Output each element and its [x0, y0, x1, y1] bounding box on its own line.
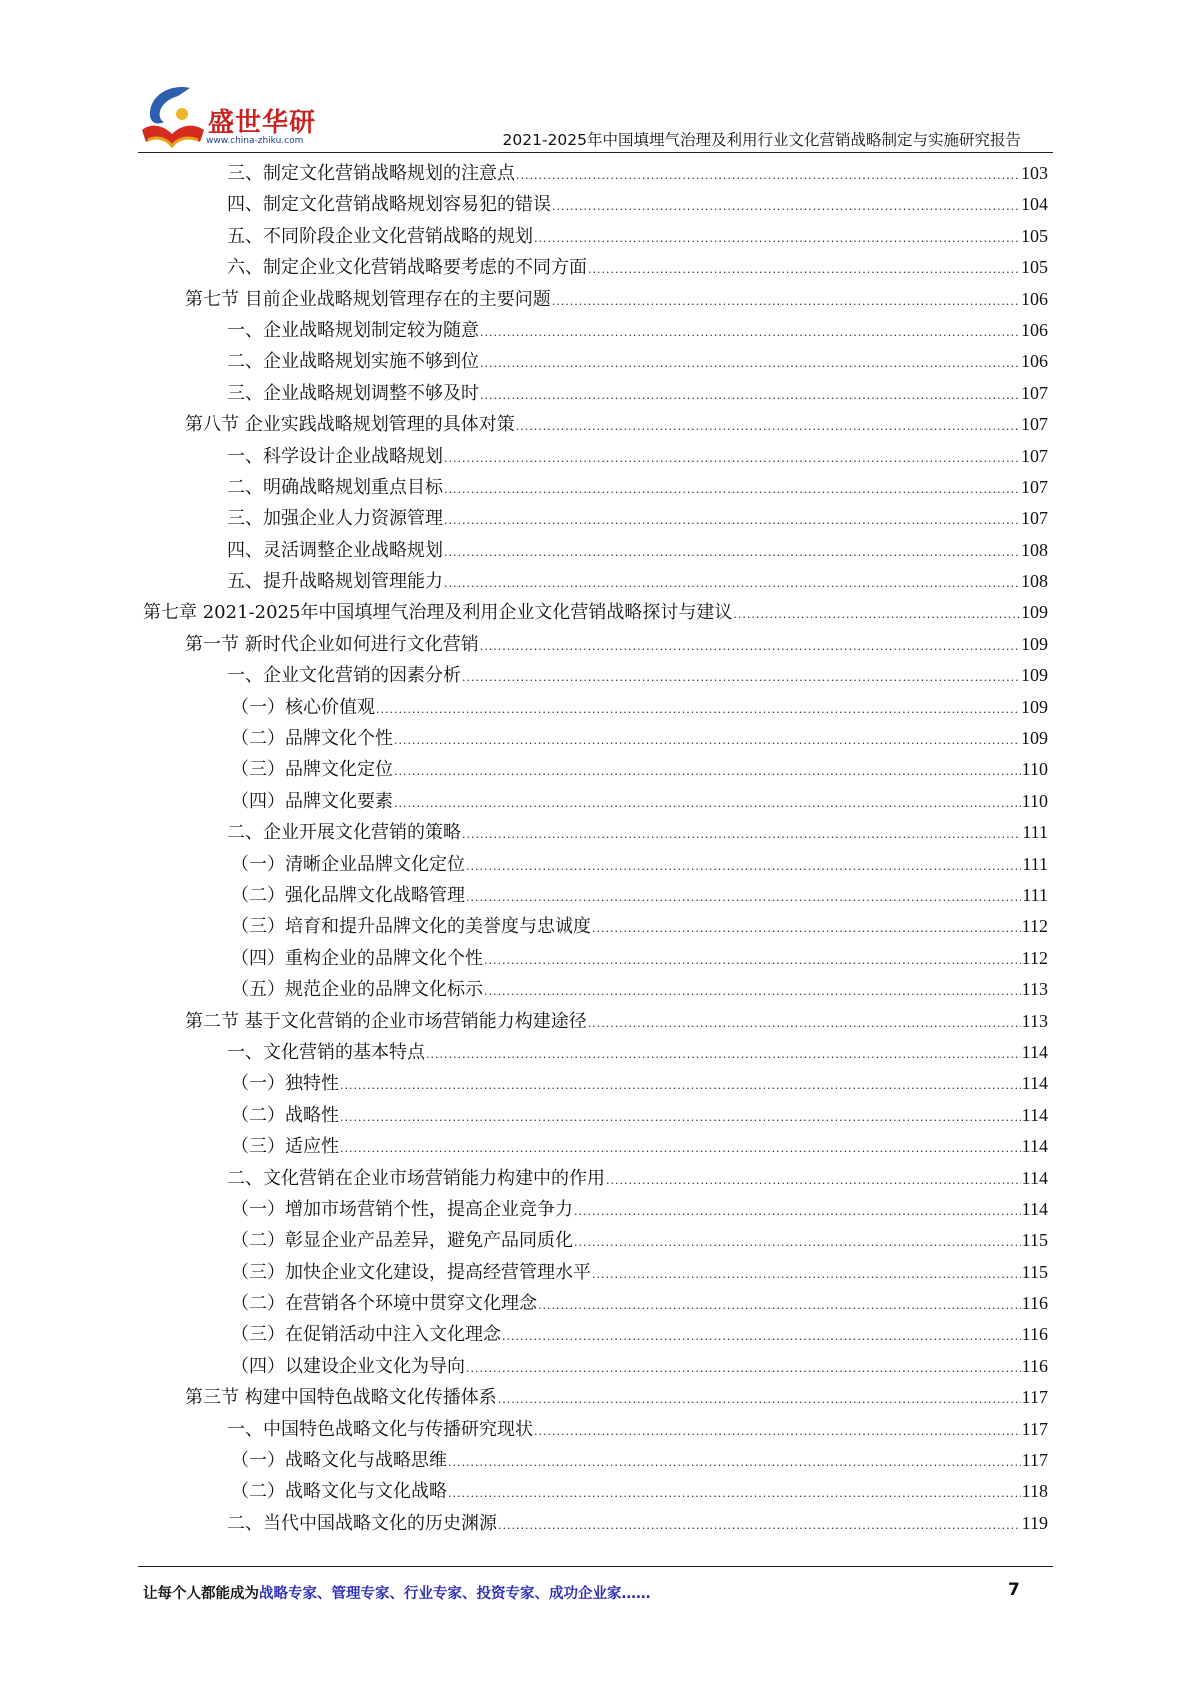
toc-entry[interactable] — [143, 1194, 1048, 1225]
footer-slogan-highlight: 战略专家、管理专家、行业专家、投资专家、成功企业家…… — [259, 1586, 651, 1602]
toc-entry-page: 107 — [1021, 476, 1048, 497]
toc-entry[interactable] — [143, 660, 1048, 691]
toc-entry-page: 107 — [1021, 508, 1048, 529]
toc-dot-leader — [498, 1384, 1021, 1415]
toc-entry[interactable] — [143, 158, 1048, 189]
toc-entry[interactable] — [143, 315, 1048, 346]
toc-dot-leader — [462, 819, 1021, 850]
toc-dot-leader — [498, 1510, 1021, 1541]
toc-entry[interactable] — [143, 692, 1048, 723]
toc-entry-page: 106 — [1021, 351, 1048, 372]
toc-entry-title: （二）战略性 — [231, 1104, 339, 1126]
toc-dot-leader — [484, 945, 1021, 976]
toc-entry[interactable] — [143, 723, 1048, 754]
toc-entry-page: 114 — [1021, 1167, 1048, 1188]
toc-entry-title: 一、文化营销的基本特点 — [227, 1041, 425, 1063]
toc-entry-page: 108 — [1021, 539, 1048, 560]
toc-entry-page: 116 — [1021, 1355, 1048, 1376]
toc-dot-leader — [394, 725, 1020, 756]
toc-dot-leader — [484, 976, 1021, 1007]
toc-entry-title: （三）品牌文化定位 — [231, 759, 393, 781]
toc-entry-title: （五）规范企业的品牌文化标示 — [231, 979, 483, 1001]
toc-dot-leader — [480, 631, 1020, 662]
toc-entry[interactable] — [143, 1163, 1048, 1194]
page-number: 7 — [1008, 1580, 1020, 1600]
toc-dot-leader — [733, 599, 1020, 630]
toc-entry[interactable] — [143, 221, 1048, 252]
toc-dot-leader — [466, 882, 1021, 913]
toc-entry-title: （二）战略文化与文化战略 — [231, 1481, 447, 1503]
toc-entry-title: 二、企业开展文化营销的策略 — [227, 822, 461, 844]
toc-entry[interactable] — [143, 346, 1048, 377]
toc-entry-title: 二、明确战略规划重点目标 — [227, 476, 443, 498]
toc-entry[interactable] — [143, 1414, 1048, 1445]
toc-dot-leader — [502, 1321, 1021, 1352]
toc-entry[interactable] — [143, 1382, 1048, 1413]
toc-entry[interactable] — [143, 1288, 1048, 1319]
toc-entry-title: 四、制定文化营销战略规划容易犯的错误 — [227, 194, 551, 216]
toc-dot-leader — [552, 191, 1020, 222]
toc-dot-leader — [444, 537, 1020, 568]
toc-entry-page: 104 — [1021, 194, 1048, 215]
toc-entry-title: 六、制定企业文化营销战略要考虑的不同方面 — [227, 257, 587, 279]
toc-entry[interactable] — [143, 441, 1048, 472]
toc-entry-title: 三、加强企业人力资源管理 — [227, 508, 443, 530]
toc-entry[interactable] — [143, 189, 1048, 220]
toc-entry-page: 103 — [1021, 163, 1048, 183]
toc-entry-page: 107 — [1021, 445, 1048, 466]
toc-entry-page: 115 — [1021, 1261, 1048, 1282]
toc-dot-leader — [538, 1290, 1021, 1321]
toc-entry[interactable] — [143, 1319, 1048, 1350]
toc-entry-page: 109 — [1021, 602, 1048, 623]
toc-entry-title: （一）战略文化与战略思维 — [231, 1450, 447, 1472]
toc-entry-page: 114 — [1021, 1136, 1048, 1157]
toc-entry-title: （一）清晰企业品牌文化定位 — [231, 853, 465, 875]
toc-dot-leader — [376, 694, 1020, 725]
toc-entry-title: 二、企业战略规划实施不够到位 — [227, 351, 479, 373]
toc-entry[interactable] — [143, 284, 1048, 315]
toc-entry[interactable] — [143, 786, 1048, 817]
toc-entry-title: 第一节 新时代企业如何进行文化营销 — [185, 633, 479, 655]
report-title: 2021-2025年中国填埋气治理及利用行业文化营销战略制定与实施研究报告 — [502, 131, 1021, 149]
toc-entry-page: 111 — [1022, 884, 1048, 905]
toc-entry-page: 109 — [1021, 665, 1048, 686]
table-of-contents — [143, 158, 1048, 1539]
toc-entry-page: 114 — [1021, 1198, 1048, 1219]
toc-dot-leader — [588, 254, 1020, 285]
toc-entry-page: 110 — [1021, 790, 1048, 811]
toc-entry-page: 117 — [1021, 1387, 1048, 1408]
toc-entry-title: 第七章 2021-2025年中国填埋气治理及利用企业文化营销战略探讨与建议 — [143, 602, 733, 624]
toc-entry-title: 一、科学设计企业战略规划 — [227, 445, 443, 467]
toc-dot-leader — [340, 1070, 1021, 1101]
toc-entry-page: 107 — [1021, 382, 1048, 403]
toc-entry-title: 第七节 目前企业战略规划管理存在的主要问题 — [185, 288, 551, 310]
toc-dot-leader — [340, 1133, 1021, 1164]
toc-entry[interactable] — [143, 849, 1048, 880]
toc-entry-title: 第二节 基于文化营销的企业市场营销能力构建途径 — [185, 1010, 587, 1032]
toc-entry-page: 117 — [1021, 1450, 1048, 1471]
toc-entry-title: （三）培育和提升品牌文化的美誉度与忠诚度 — [231, 916, 591, 938]
toc-entry-page: 106 — [1021, 288, 1048, 309]
toc-entry-title: （一）独特性 — [231, 1073, 339, 1095]
toc-dot-leader — [606, 1165, 1021, 1196]
toc-entry-title: （二）彰显企业产品差异，避免产品同质化 — [231, 1230, 573, 1252]
toc-entry-title: （一）增加市场营销个性，提高企业竞争力 — [231, 1198, 573, 1220]
toc-entry[interactable] — [143, 1225, 1048, 1256]
logo-emblem-icon — [138, 82, 208, 154]
toc-entry-title: （三）适应性 — [231, 1136, 339, 1158]
toc-dot-leader — [466, 1353, 1021, 1384]
toc-entry[interactable] — [143, 880, 1048, 911]
toc-entry-page: 105 — [1021, 225, 1048, 246]
toc-dot-leader — [534, 223, 1020, 254]
toc-dot-leader — [552, 286, 1020, 317]
header-divider — [138, 152, 1053, 153]
company-logo — [138, 82, 318, 162]
toc-entry-title: 四、灵活调整企业战略规划 — [227, 539, 443, 561]
toc-entry[interactable] — [143, 378, 1048, 409]
toc-dot-leader — [516, 160, 1020, 191]
toc-entry-page: 109 — [1021, 728, 1048, 749]
toc-entry[interactable] — [143, 1351, 1048, 1382]
toc-entry[interactable] — [143, 943, 1048, 974]
toc-dot-leader — [394, 756, 1021, 787]
toc-dot-leader — [444, 443, 1020, 474]
toc-entry-page: 113 — [1021, 1010, 1048, 1031]
toc-entry-page: 115 — [1021, 1230, 1048, 1251]
toc-entry-title: （三）在促销活动中注入文化理念 — [231, 1324, 501, 1346]
toc-entry-title: （四）重构企业的品牌文化个性 — [231, 947, 483, 969]
footer-slogan-prefix: 让每个人都能成为 — [143, 1586, 259, 1602]
toc-entry-page: 114 — [1021, 1104, 1048, 1125]
toc-dot-leader — [574, 1227, 1021, 1258]
toc-entry-page: 117 — [1021, 1418, 1048, 1439]
toc-entry[interactable] — [143, 252, 1048, 283]
toc-entry[interactable] — [143, 535, 1048, 566]
toc-entry-page: 112 — [1021, 916, 1048, 937]
toc-entry-title: 五、不同阶段企业文化营销战略的规划 — [227, 225, 533, 247]
footer-divider — [138, 1566, 1053, 1567]
toc-entry-page: 114 — [1021, 1073, 1048, 1094]
toc-dot-leader — [588, 1008, 1021, 1039]
toc-entry-title: （一）核心价值观 — [231, 696, 375, 718]
toc-entry-page: 111 — [1022, 853, 1048, 874]
toc-entry[interactable] — [143, 1131, 1048, 1162]
toc-entry-page: 114 — [1021, 1041, 1048, 1062]
toc-entry[interactable] — [143, 472, 1048, 503]
toc-entry[interactable] — [143, 911, 1048, 942]
toc-dot-leader — [480, 380, 1020, 411]
toc-dot-leader — [340, 1102, 1021, 1133]
toc-entry[interactable] — [143, 1037, 1048, 1068]
toc-entry-title: 第八节 企业实践战略规划管理的具体对策 — [185, 414, 515, 436]
toc-entry[interactable] — [143, 409, 1048, 440]
logo-brand-text: 盛世华研 — [208, 108, 317, 138]
toc-entry[interactable] — [143, 1068, 1048, 1099]
toc-entry[interactable] — [143, 754, 1048, 785]
toc-entry-page: 119 — [1021, 1512, 1048, 1533]
toc-entry-title: 三、制定文化营销战略规划的注意点 — [227, 163, 515, 184]
toc-dot-leader — [574, 1196, 1021, 1227]
toc-entry-title: 二、文化营销在企业市场营销能力构建中的作用 — [227, 1167, 605, 1189]
toc-entry-title: 五、提升战略规划管理能力 — [227, 571, 443, 593]
toc-entry-page: 106 — [1021, 319, 1048, 340]
toc-entry[interactable] — [143, 1100, 1048, 1131]
toc-dot-leader — [462, 662, 1020, 693]
toc-entry[interactable] — [143, 1508, 1048, 1539]
toc-entry[interactable] — [143, 1476, 1048, 1507]
toc-dot-leader — [516, 411, 1020, 442]
toc-dot-leader — [426, 1039, 1021, 1070]
toc-entry-page: 116 — [1021, 1293, 1048, 1314]
logo-url-text: www.china-zhiku.com — [206, 136, 304, 146]
toc-entry-page: 110 — [1021, 759, 1048, 780]
toc-entry-page: 109 — [1021, 696, 1048, 717]
toc-entry-title: （二）强化品牌文化战略管理 — [231, 884, 465, 906]
toc-entry[interactable] — [143, 629, 1048, 660]
toc-dot-leader — [444, 505, 1020, 536]
toc-entry[interactable] — [143, 1445, 1048, 1476]
toc-entry-title: （四）以建设企业文化为导向 — [231, 1355, 465, 1377]
toc-entry[interactable] — [143, 566, 1048, 597]
toc-entry-page: 108 — [1021, 571, 1048, 592]
toc-entry-title: （二）品牌文化个性 — [231, 728, 393, 750]
toc-entry-title: （二）在营销各个环境中贯穿文化理念 — [231, 1293, 537, 1315]
toc-entry-page: 112 — [1021, 947, 1048, 968]
toc-entry-title: 一、企业文化营销的因素分析 — [227, 665, 461, 687]
toc-entry-title: （四）品牌文化要素 — [231, 790, 393, 812]
toc-dot-leader — [466, 851, 1021, 882]
toc-dot-leader — [480, 348, 1020, 379]
footer-slogan — [143, 1582, 651, 1603]
toc-entry-page: 118 — [1021, 1481, 1048, 1502]
toc-entry-page: 107 — [1021, 414, 1048, 435]
toc-dot-leader — [592, 913, 1021, 944]
toc-entry-title: 三、企业战略规划调整不够及时 — [227, 382, 479, 404]
toc-entry[interactable] — [143, 503, 1048, 534]
toc-entry-page: 111 — [1022, 822, 1048, 843]
toc-entry-title: 一、企业战略规划制定较为随意 — [227, 319, 479, 341]
toc-entry-title: 一、中国特色战略文化与传播研究现状 — [227, 1418, 533, 1440]
toc-dot-leader — [444, 568, 1020, 599]
toc-entry-page: 109 — [1021, 633, 1048, 654]
toc-entry-page: 113 — [1021, 979, 1048, 1000]
toc-dot-leader — [444, 474, 1020, 505]
toc-entry-title: 第三节 构建中国特色战略文化传播体系 — [185, 1387, 497, 1409]
toc-dot-leader — [592, 1259, 1021, 1290]
toc-dot-leader — [448, 1447, 1021, 1478]
toc-entry-title: 二、当代中国战略文化的历史渊源 — [227, 1512, 497, 1534]
toc-entry[interactable] — [143, 597, 1048, 628]
toc-entry-page: 116 — [1021, 1324, 1048, 1345]
toc-entry[interactable] — [143, 1257, 1048, 1288]
toc-entry[interactable] — [143, 974, 1048, 1005]
toc-entry[interactable] — [143, 817, 1048, 848]
page-header — [0, 0, 1191, 160]
toc-entry-title: （三）加快企业文化建设，提高经营管理水平 — [231, 1261, 591, 1283]
toc-entry[interactable] — [143, 1006, 1048, 1037]
toc-dot-leader — [534, 1416, 1021, 1447]
toc-dot-leader — [394, 788, 1021, 819]
toc-dot-leader — [480, 317, 1020, 348]
toc-entry-page: 105 — [1021, 257, 1048, 278]
toc-dot-leader — [448, 1478, 1021, 1509]
